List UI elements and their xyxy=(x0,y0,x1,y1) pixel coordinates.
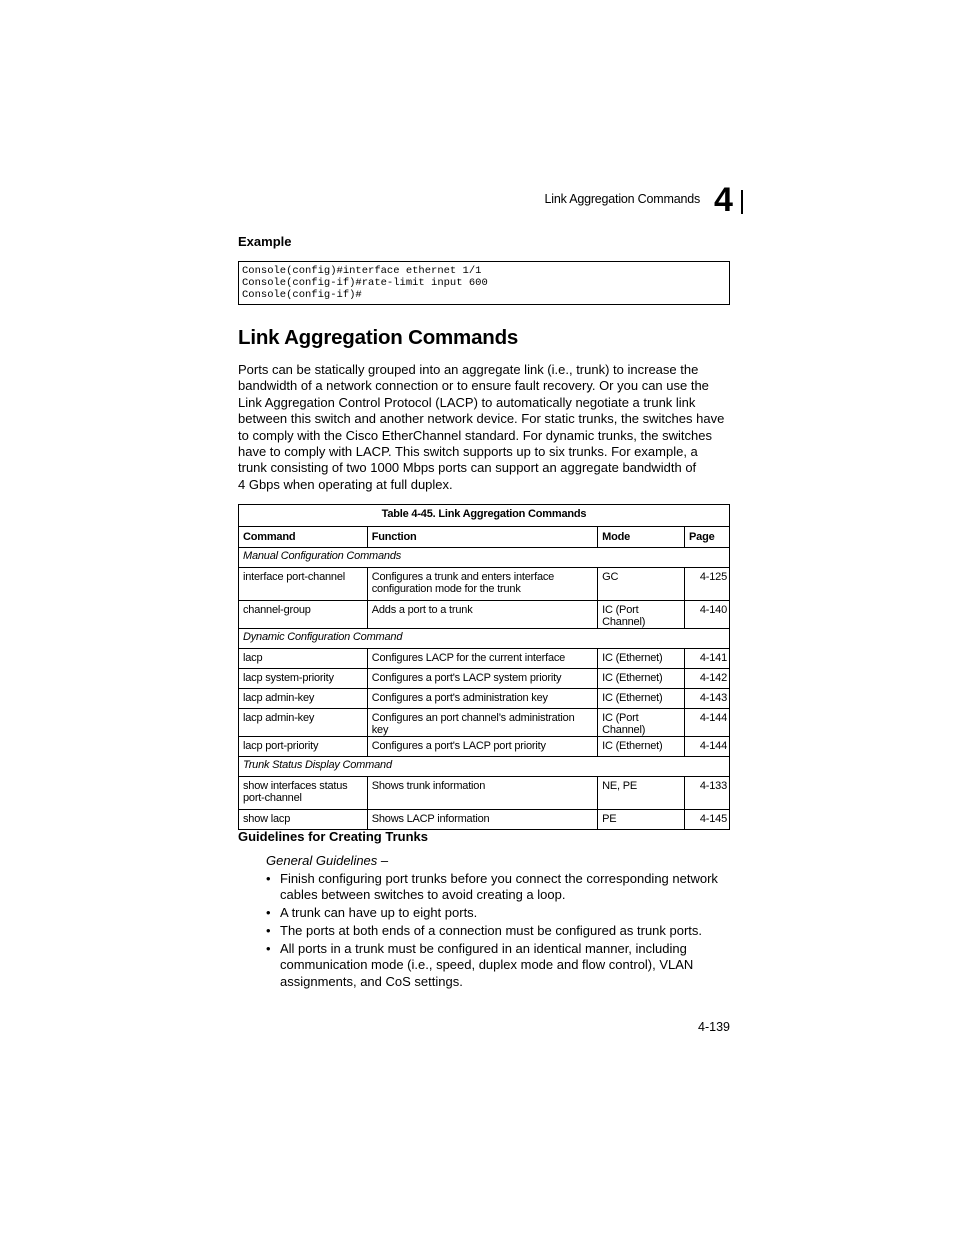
paragraph-line: between this switch and another network device. For static trunks, the switches have xyxy=(238,411,725,427)
column-header-page: Page xyxy=(685,527,730,548)
page-number: 4-139 xyxy=(698,1020,730,1034)
function-cell: Configures a port's administration key xyxy=(367,689,597,709)
section-title: Link Aggregation Commands xyxy=(238,326,519,349)
function-cell: Adds a port to a trunk xyxy=(367,601,597,629)
table-section-label: Manual Configuration Commands xyxy=(239,548,730,568)
paragraph-line: trunk consisting of two 1000 Mbps ports can support an aggregate bandwidth of xyxy=(238,460,697,476)
column-header-function: Function xyxy=(367,527,597,548)
link-aggregation-commands-table xyxy=(238,504,730,830)
paragraph-line: bandwidth of a network connection or to ensure fault recovery. Or you can use the xyxy=(238,378,709,394)
table-section-label: Trunk Status Display Command xyxy=(239,757,730,777)
command-line: port-channel xyxy=(243,792,302,804)
bullet-line: communication mode (i.e., speed, duplex mode and flow control), VLAN xyxy=(280,957,694,973)
table-row xyxy=(239,737,730,757)
code-line: Console(config-if)#rate-limit input 600 xyxy=(242,277,488,289)
paragraph-line: Link Aggregation Control Protocol (LACP) to automatically negotiate a trunk link xyxy=(238,394,696,410)
code-line: Console(config)#interface ethernet 1/1 xyxy=(242,265,482,277)
command-line: show interfaces status xyxy=(243,780,348,792)
command-cell: lacp system-priority xyxy=(239,669,368,689)
chapter-number: 4 xyxy=(714,181,732,219)
paragraph-line: 4 Gbps when operating at full duplex. xyxy=(238,476,453,492)
page-cell: 4-144 xyxy=(685,709,730,737)
mode-cell: IC (Ethernet) xyxy=(598,649,685,669)
function-cell: Configures a port's LACP port priority xyxy=(367,737,597,757)
command-cell: channel-group xyxy=(239,601,368,629)
bullet-glyph: • xyxy=(266,905,271,920)
table-row xyxy=(239,777,730,810)
mode-cell: IC (Ethernet) xyxy=(598,737,685,757)
bullet-glyph: • xyxy=(266,871,271,886)
function-line: Configures a trunk and enters interface xyxy=(371,571,555,583)
bullet-glyph: • xyxy=(266,941,271,956)
page-cell: 4-141 xyxy=(685,649,730,669)
function-cell: Configures a port's LACP system priority xyxy=(367,669,597,689)
running-head-title: Link Aggregation Commands xyxy=(544,192,700,206)
page-cell: 4-133 xyxy=(685,777,730,810)
page-cell: 4-142 xyxy=(685,669,730,689)
code-example-box xyxy=(238,261,730,305)
example-heading: Example xyxy=(238,234,292,249)
command-cell: lacp xyxy=(239,649,368,669)
function-cell: Shows LACP information xyxy=(367,810,597,830)
function-cell xyxy=(367,568,597,601)
command-cell: lacp port-priority xyxy=(239,737,368,757)
page-cell: 4-140 xyxy=(685,601,730,629)
mode-cell: IC (Port Channel) xyxy=(598,601,685,629)
paragraph-line: Ports can be statically grouped into an aggregate link (i.e., trunk) to increase the xyxy=(238,362,699,377)
chapter-bar xyxy=(741,190,743,214)
table-row xyxy=(239,568,730,601)
table-section-label: Dynamic Configuration Command xyxy=(239,629,730,649)
function-line: configuration mode for the trunk xyxy=(371,583,521,595)
column-header-command: Command xyxy=(239,527,368,548)
mode-cell: IC (Ethernet) xyxy=(598,669,685,689)
function-cell: Shows trunk information xyxy=(367,777,597,810)
bullet-line: The ports at both ends of a connection must be configured as trunk ports. xyxy=(280,923,703,938)
page-cell: 4-144 xyxy=(685,737,730,757)
command-cell: lacp admin-key xyxy=(239,709,368,737)
intro-paragraph xyxy=(238,362,738,493)
command-cell: show lacp xyxy=(239,810,368,830)
bullet-line: All ports in a trunk must be configured in an identical manner, including xyxy=(280,941,687,956)
function-cell: Configures an port channel’s administration key xyxy=(367,709,597,737)
page-cell: 4-125 xyxy=(685,568,730,601)
table-row xyxy=(239,709,730,737)
mode-cell: NE, PE xyxy=(598,777,685,810)
table-row xyxy=(239,649,730,669)
table-row xyxy=(239,689,730,709)
code-line: Console(config-if)# xyxy=(242,289,362,301)
command-cell: lacp admin-key xyxy=(239,689,368,709)
mode-cell: IC (Ethernet) xyxy=(598,689,685,709)
bullet-line: assignments, and CoS settings. xyxy=(280,973,463,989)
command-cell: interface port-channel xyxy=(239,568,368,601)
bullet-glyph: • xyxy=(266,923,271,938)
mode-cell: PE xyxy=(598,810,685,830)
bullet-line: A trunk can have up to eight ports. xyxy=(280,905,478,920)
column-header-mode: Mode xyxy=(598,527,685,548)
table-row xyxy=(239,810,730,830)
mode-cell: GC xyxy=(598,568,685,601)
general-guidelines-subheading: General Guidelines – xyxy=(266,853,389,868)
command-cell xyxy=(239,777,368,810)
bullet-line: Finish configuring port trunks before you connect the corresponding network xyxy=(280,871,718,886)
table-row xyxy=(239,601,730,629)
table-row xyxy=(239,669,730,689)
paragraph-line: to comply with the Cisco EtherChannel standard. For dynamic trunks, the switches xyxy=(238,427,712,443)
table-caption: Table 4-45. Link Aggregation Commands xyxy=(239,505,730,527)
paragraph-line: have to comply with LACP. This switch supports up to six trunks. For example, a xyxy=(238,444,698,460)
page-cell: 4-145 xyxy=(685,810,730,830)
bullet-line: cables between switches to avoid creating a loop. xyxy=(280,887,566,903)
page-cell: 4-143 xyxy=(685,689,730,709)
mode-cell: IC (Port Channel) xyxy=(598,709,685,737)
function-cell: Configures LACP for the current interface xyxy=(367,649,597,669)
guidelines-heading: Guidelines for Creating Trunks xyxy=(238,829,428,844)
